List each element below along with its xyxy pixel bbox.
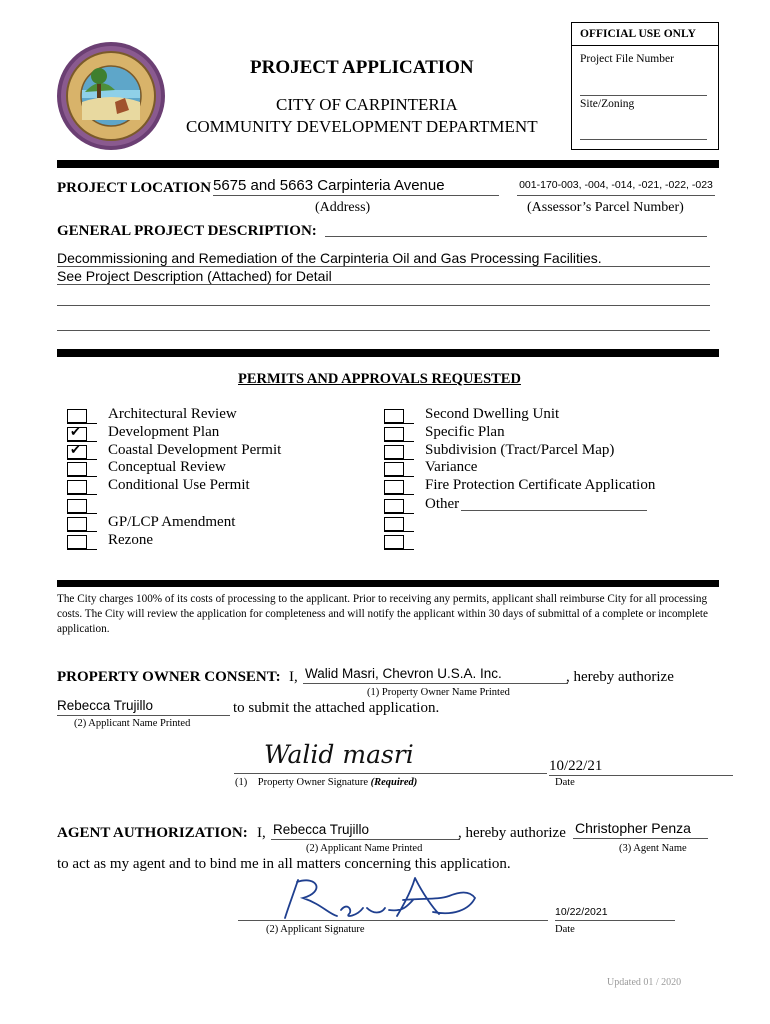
applicant-date-caption: Date [555,924,575,935]
checkbox-underline [87,441,97,442]
checkbox-underline [87,531,97,532]
city-name: CITY OF CARPINTERIA [276,95,458,114]
left-permit-label-conceptual-review: Conceptual Review [108,459,226,475]
checkbox-underline [87,423,97,424]
left-checkbox-blank-6[interactable] [67,499,87,514]
owner-consent-i: I, [289,669,298,685]
checkbox-underline [404,441,414,442]
right-checkbox-subdivision-tract-parcel-map[interactable] [384,445,404,460]
checkbox-underline [404,531,414,532]
checkbox-underline [87,494,97,495]
description-line-2[interactable]: See Project Description (Attached) for Detail [57,268,710,285]
permits-heading: PERMITS AND APPROVALS REQUESTED [238,371,521,387]
parcel-field[interactable]: 001-170-003, -004, -014, -021, -022, -023 [517,179,715,196]
right-permit-label-specific-plan: Specific Plan [425,424,505,440]
agent-i: I, [257,825,266,841]
checkbox-underline [404,549,414,550]
checkbox-underline [404,476,414,477]
header-divider [57,160,719,168]
left-checkbox-development-plan[interactable] [67,427,87,442]
owner-signature-caption: (1) Property Owner Signature (Required) [235,777,418,788]
right-checkbox-specific-plan[interactable] [384,427,404,442]
right-permit-label-variance: Variance [425,459,478,475]
left-checkbox-rezone[interactable] [67,535,87,550]
right-checkbox-other[interactable] [384,499,404,514]
right-permit-label-second-dwelling-unit: Second Dwelling Unit [425,406,560,422]
checkbox-underline [87,549,97,550]
permits-divider [57,580,719,587]
owner-signature-text: Walid masri [264,740,414,769]
official-use-box [571,22,719,150]
agent-act-text: to act as my agent and to bind me in all matters concerning this application. [57,856,511,872]
owner-date-value: 10/22/21 [549,758,603,774]
checkbox-underline [404,459,414,460]
left-permit-label-development-plan: Development Plan [108,424,220,440]
owner-date-field[interactable] [549,758,733,776]
agent-applicant-caption: (2) Applicant Name Printed [306,843,423,854]
submit-text: to submit the attached application. [233,700,440,716]
checkbox-underline [87,459,97,460]
applicant-date-field[interactable] [555,906,675,921]
left-checkbox-conditional-use-permit[interactable] [67,480,87,495]
left-permit-label-architectural-review: Architectural Review [108,406,237,422]
site-zoning-field[interactable] [580,127,707,140]
parcel-caption: (Assessor’s Parcel Number) [527,200,684,215]
department-name: COMMUNITY DEVELOPMENT DEPARTMENT [186,117,538,136]
owner-name-caption: (1) Property Owner Name Printed [367,687,510,698]
left-checkbox-gp-lcp-amendment[interactable] [67,517,87,532]
left-checkbox-conceptual-review[interactable] [67,462,87,477]
left-permit-label-coastal-development-permit: Coastal Development Permit [108,442,282,458]
right-checkbox-blank-8[interactable] [384,535,404,550]
left-permit-label-conditional-use-permit: Conditional Use Permit [108,477,250,493]
right-checkbox-fire-protection-certificate-application[interactable] [384,480,404,495]
official-use-divider [572,45,718,46]
owner-name-field[interactable]: Walid Masri, Chevron U.S.A. Inc. [303,666,568,684]
description-line-1[interactable]: Decommissioning and Remediation of the Carpinteria Oil and Gas Processing Facilities. [57,250,710,267]
checkbox-underline [404,494,414,495]
city-seal [55,40,167,152]
owner-date-caption: Date [555,777,575,788]
consent-applicant-field[interactable]: Rebecca Trujillo [57,698,230,716]
site-zoning-label: Site/Zoning [580,98,635,110]
checkbox-underline [404,513,414,514]
owner-consent-label: PROPERTY OWNER CONSENT: [57,669,281,685]
file-number-label: Project File Number [580,53,674,65]
applicant-signature-caption: (2) Applicant Signature [266,924,365,935]
owner-hereby-authorize: , hereby authorize [566,669,674,685]
applicant-date-value: 10/22/2021 [555,906,608,918]
checkbox-underline [87,513,97,514]
right-checkbox-second-dwelling-unit[interactable] [384,409,404,424]
footer-updated: Updated 01 / 2020 [607,977,682,988]
consent-applicant-caption: (2) Applicant Name Printed [74,718,191,729]
right-permit-label-other: Other [425,496,460,512]
address-caption: (Address) [315,200,371,215]
description-divider [57,349,719,357]
agent-applicant-field[interactable]: Rebecca Trujillo [271,822,460,840]
agent-name-field[interactable]: Christopher Penza [573,820,708,839]
agent-authorization-label: AGENT AUTHORIZATION: [57,825,248,841]
official-use-title: OFFICIAL USE ONLY [580,28,696,40]
checkmark-icon: ✔ [70,425,81,440]
checkbox-underline [87,476,97,477]
owner-signature[interactable] [234,740,547,774]
other-permit-field[interactable] [461,509,647,511]
checkbox-underline [404,423,414,424]
left-checkbox-coastal-development-permit[interactable] [67,445,87,460]
description-label-line [325,236,707,237]
applicant-signature-drawing [263,870,493,922]
right-permit-label-fire-protection-certificate-application: Fire Protection Certificate Application [425,477,656,493]
right-checkbox-variance[interactable] [384,462,404,477]
description-line-3[interactable] [57,293,710,306]
right-checkbox-blank-7[interactable] [384,517,404,532]
file-number-field[interactable] [580,83,707,96]
right-permit-label-subdivision-tract-parcel-map: Subdivision (Tract/Parcel Map) [425,442,615,458]
checkmark-icon: ✔ [70,443,81,458]
processing-notice: The City charges 100% of its costs of processing to the applicant. Prior to receiving any permits, applicant shall reimburse City for all processing costs. The City will review the application for completeness and will notify the applicant within 30 days of submittal of a complete or incomplete application. [57,593,708,635]
left-permit-label-rezone: Rezone [108,532,153,548]
agent-name-caption: (3) Agent Name [619,843,687,854]
left-permit-label-gp-lcp-amendment: GP/LCP Amendment [108,514,236,530]
page-title: PROJECT APPLICATION [250,57,474,78]
left-checkbox-architectural-review[interactable] [67,409,87,424]
applicant-signature[interactable] [238,870,548,921]
agent-hereby-authorize: , hereby authorize [458,825,566,841]
address-field[interactable]: 5675 and 5663 Carpinteria Avenue [213,177,499,196]
project-location-label: PROJECT LOCATION [57,180,212,196]
description-line-4[interactable] [57,318,710,331]
description-label: GENERAL PROJECT DESCRIPTION: [57,223,317,239]
